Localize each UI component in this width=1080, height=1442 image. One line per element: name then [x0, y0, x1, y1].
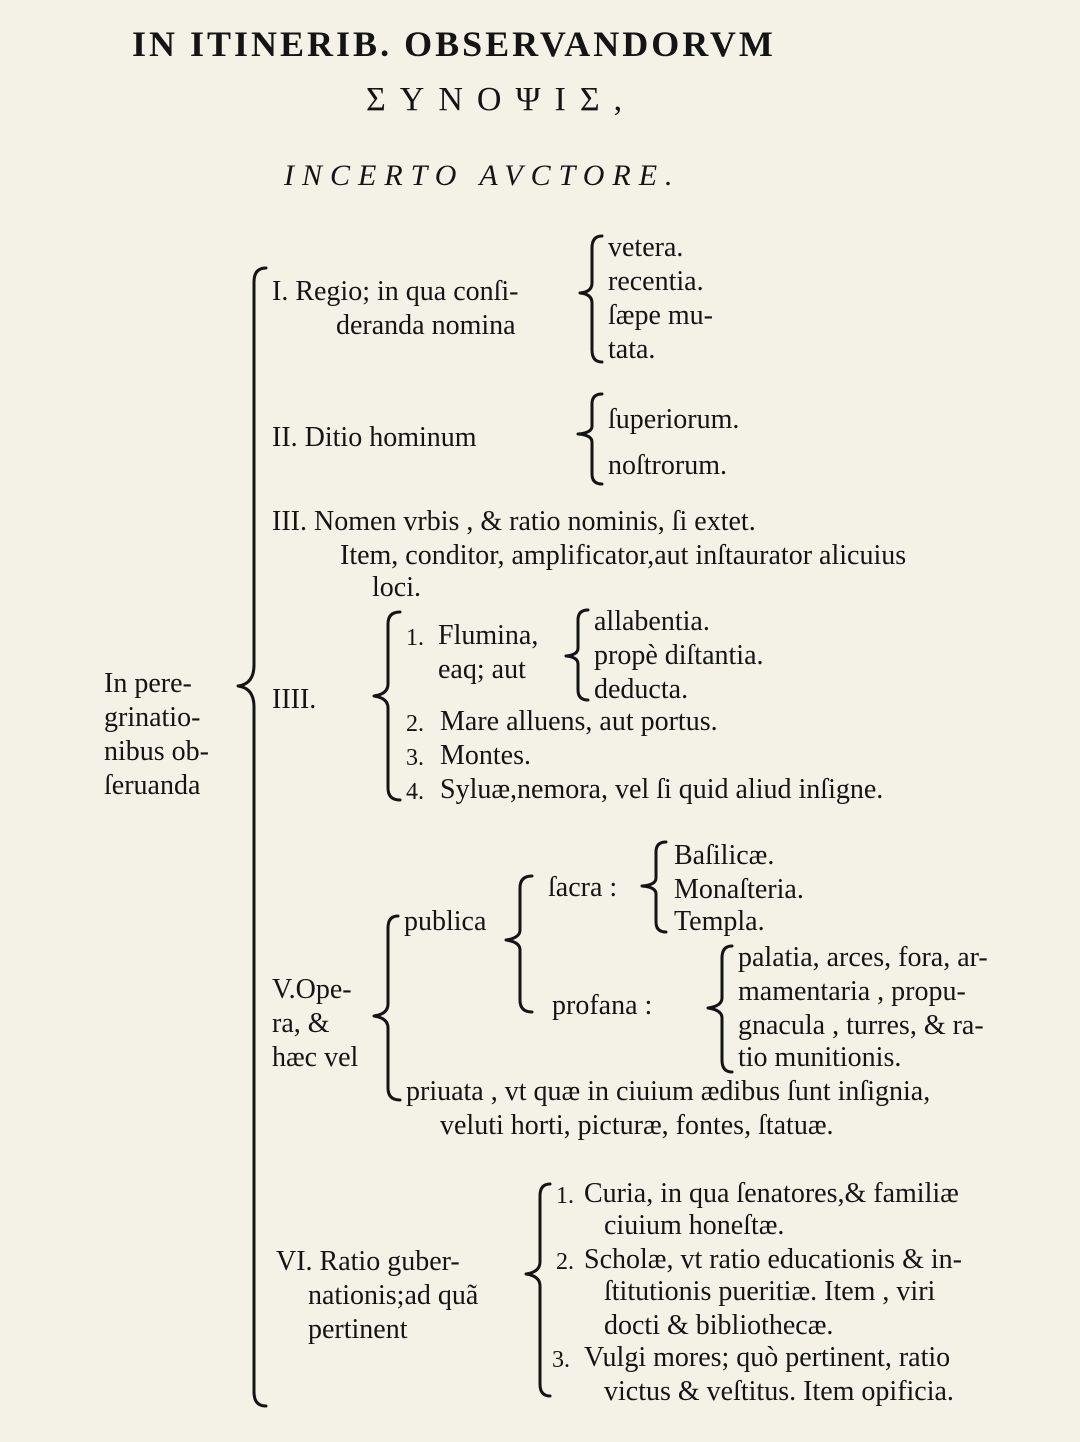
section-5-profana-line: palatia, arces, fora, ar- — [738, 942, 988, 973]
section-5-line: hæc vel — [272, 1042, 359, 1073]
section-5-publica: publica — [404, 906, 487, 937]
section-6-number: 2. — [556, 1249, 574, 1275]
section-6-line: nationis;ad quã — [308, 1280, 479, 1311]
section-6-item-line: ſtitutionis pueritiæ. Item , viri — [604, 1276, 936, 1307]
section-6-item-line: victus & veſtitus. Item opificia. — [604, 1376, 954, 1407]
section-4-line: eaq; aut — [438, 654, 526, 685]
section-4-line: Flumina, — [438, 620, 539, 651]
section-3-line: III. Nomen vrbis , & ratio nominis, ſi extet. — [272, 506, 756, 537]
section-5-priuata-line: veluti horti, picturæ, fontes, ſtatuæ. — [440, 1110, 834, 1141]
section-3-line: loci. — [372, 572, 421, 603]
section-4-item: allabentia. — [594, 606, 710, 637]
section-6-item-line: ciuium honeſtæ. — [604, 1210, 785, 1241]
brace-section-4 — [374, 612, 400, 800]
brace-sacra — [642, 842, 666, 932]
root-line: In pere- — [104, 668, 192, 699]
root-line: ſeruanda — [104, 770, 201, 801]
author-line: INCERTO AVCTORE. — [284, 159, 681, 192]
section-5-sacra-item: Monaſteria. — [674, 874, 804, 905]
brace-section-6 — [526, 1184, 550, 1396]
section-6-item-line: Vulgi mores; quò pertinent, ratio — [584, 1342, 951, 1373]
section-5-line: ra, & — [272, 1008, 330, 1039]
brace-section-2 — [578, 394, 602, 484]
section-4-number: 3. — [406, 745, 424, 771]
section-4-label: IIII. — [272, 684, 317, 715]
section-4-number: 4. — [406, 779, 424, 805]
section-5-line: V.Ope- — [272, 974, 352, 1005]
root-line: nibus ob- — [104, 736, 209, 767]
section-1-item: ſæpe mu- — [608, 300, 713, 331]
brace-profana — [708, 946, 732, 1072]
section-1-line: I. Regio; in qua conſi- — [272, 276, 519, 307]
brace-section-1 — [580, 236, 602, 362]
section-2-label: II. Ditio hominum — [272, 422, 477, 453]
greek-subtitle: ΣΥΝΟΨΙΣ, — [366, 81, 637, 118]
section-1-item: tata. — [608, 334, 656, 365]
section-2-item: ſuperiorum. — [608, 404, 740, 435]
section-6-number: 1. — [556, 1183, 574, 1209]
section-5-sacra-item: Templa. — [674, 906, 765, 937]
root-line: grinatio- — [104, 702, 201, 733]
section-6-line: pertinent — [308, 1314, 408, 1345]
section-6-line: VI. Ratio guber- — [276, 1246, 460, 1277]
section-6-item-line: Curia, in qua ſenatores,& familiæ — [584, 1178, 959, 1209]
section-4-number: 2. — [406, 711, 424, 737]
brace-root — [238, 268, 266, 1406]
section-6-item-line: docti & bibliothecæ. — [604, 1310, 834, 1341]
section-4-number: 1. — [406, 625, 424, 651]
brace-section-5 — [374, 916, 400, 1100]
section-4-item: deducta. — [594, 674, 689, 705]
brace-section-4-flumina — [566, 610, 588, 700]
section-6-number: 3. — [552, 1347, 570, 1373]
section-5-sacra: ſacra : — [548, 872, 618, 903]
section-1-line: deranda nomina — [336, 310, 516, 341]
section-6-item-line: Scholæ, vt ratio educationis & in- — [584, 1244, 962, 1275]
page-title: IN ITINERIB. OBSERVANDORVM — [132, 24, 776, 64]
section-2-item: noſtrorum. — [608, 450, 727, 481]
section-5-priuata-line: priuata , vt quæ in ciuium ædibus ſunt inſignia, — [406, 1076, 931, 1107]
section-5-profana-line: mamentaria , propu- — [738, 976, 966, 1007]
section-4-item: propè diſtantia. — [594, 640, 764, 671]
section-4-line: Mare alluens, aut portus. — [440, 706, 718, 737]
section-5-sacra-item: Baſilicæ. — [674, 840, 775, 871]
section-4-line: Syluæ,nemora, vel ſi quid aliud inſigne. — [440, 774, 884, 805]
section-5-profana-line: gnacula , turres, & ra- — [738, 1010, 984, 1041]
section-1-item: vetera. — [608, 232, 684, 263]
section-5-profana-line: tio munitionis. — [738, 1042, 902, 1073]
brace-publica — [506, 876, 532, 1012]
section-5-profana: profana : — [552, 990, 653, 1021]
section-1-item: recentia. — [608, 266, 704, 297]
section-3-line: Item, conditor, amplificator,aut inſtaurator alicuius — [340, 540, 907, 571]
section-4-line: Montes. — [440, 740, 531, 771]
